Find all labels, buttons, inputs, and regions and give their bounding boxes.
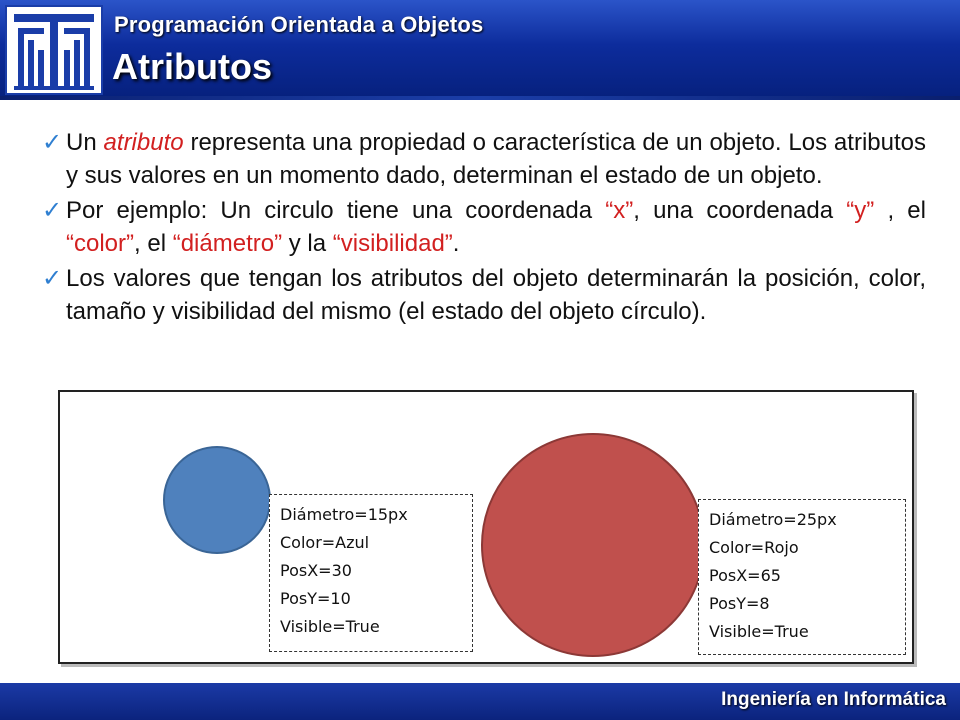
blue-circle	[163, 446, 271, 554]
property-line: PosY=8	[709, 594, 770, 613]
checkmark-icon: ✓	[42, 129, 63, 156]
course-subtitle: Programación Orientada a Objetos	[114, 12, 484, 37]
slide-footer	[0, 683, 960, 720]
institution-logo-icon	[4, 4, 104, 96]
property-line: Diámetro=25px	[709, 510, 837, 529]
property-line: PosX=30	[280, 561, 352, 580]
bullet-text: .	[452, 230, 460, 257]
property-line: PosX=65	[709, 566, 781, 585]
property-line: PosY=10	[280, 589, 351, 608]
property-line: Color=Rojo	[709, 538, 799, 557]
property-line: Color=Azul	[280, 533, 370, 552]
bullet-list	[42, 126, 926, 330]
property-line: Visible=True	[280, 617, 380, 636]
bullet-text: , el	[134, 230, 173, 257]
highlight-term: “x”	[605, 197, 634, 224]
bullet-item-definition	[42, 126, 926, 192]
checkmark-icon: ✓	[42, 265, 63, 292]
page-title: Atributos	[112, 46, 272, 87]
slide-header	[0, 0, 960, 100]
blue-circle-properties	[269, 494, 473, 652]
highlight-term: “y”	[846, 197, 875, 224]
bullet-text: , una coordenada	[633, 197, 847, 224]
bullet-item-example	[42, 194, 926, 260]
highlight-term: “visibilidad”	[332, 230, 453, 257]
bullet-item-values	[42, 262, 926, 328]
highlight-term: atributo	[103, 129, 184, 156]
bullet-text: representa una propiedad o característica de un objeto. Los atributos y sus valores en un momento dado, determinan el estado de un objeto.	[66, 129, 926, 189]
highlight-term: “color”	[66, 230, 135, 257]
property-line: Diámetro=15px	[280, 505, 408, 524]
red-circle	[481, 433, 705, 657]
bullet-text: Los valores que tengan los atributos del objeto determinarán la posición, color, tamaño y visibilidad del mismo (el estado del objeto círculo).	[66, 265, 926, 325]
property-line: Visible=True	[709, 622, 809, 641]
bullet-text: Un	[66, 129, 104, 156]
bullet-text: Por ejemplo: Un circulo tiene una coordenada	[66, 197, 606, 224]
red-circle-properties	[698, 499, 906, 655]
footer-label: Ingeniería en Informática	[721, 689, 946, 710]
checkmark-icon: ✓	[42, 197, 63, 224]
header-divider	[0, 96, 960, 100]
highlight-term: “diámetro”	[172, 230, 283, 257]
bullet-text: y la	[282, 230, 333, 257]
bullet-text: , el	[874, 197, 926, 224]
